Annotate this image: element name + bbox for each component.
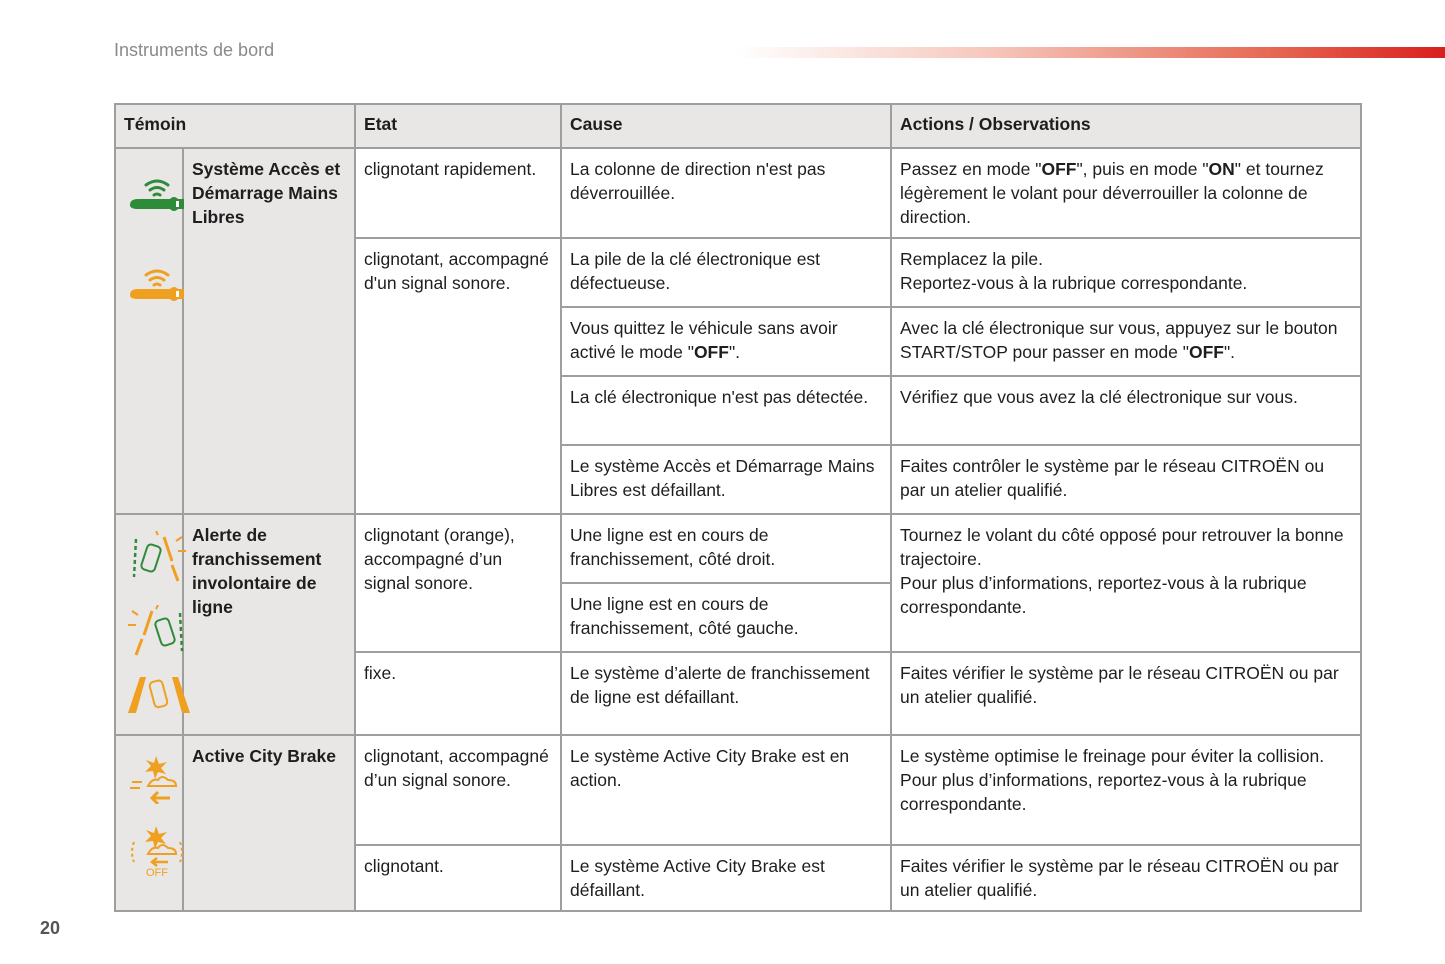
active-city-brake-off-icon bbox=[126, 822, 188, 878]
actions-cell: Faites vérifier le système par le réseau CITROËN ou par un atelier qualifié. bbox=[891, 652, 1361, 735]
keyless-icons-cell bbox=[115, 148, 183, 514]
system-label-lane: Alerte de franchissement involontaire de ligne bbox=[183, 514, 355, 735]
etat-cell: clignotant (orange), accompagné d’un signal sonore. bbox=[355, 514, 561, 652]
page-number: 20 bbox=[40, 918, 61, 938]
system-label-keyless: Système Accès et Démarrage Mains Libres bbox=[183, 148, 355, 514]
cause-cell: Le système Active City Brake est défaillant. bbox=[561, 845, 891, 911]
etat-cell: fixe. bbox=[355, 652, 561, 735]
actions-cell: Le système optimise le freinage pour éviter la collision. Pour plus d’informations, reportez-vous à la rubrique correspondante. bbox=[891, 735, 1361, 845]
actions-cell: Faites vérifier le système par le réseau CITROËN ou par un atelier qualifié. bbox=[891, 845, 1361, 911]
table-row bbox=[115, 148, 1361, 238]
svg-text:OFF: OFF bbox=[146, 867, 168, 878]
table-row bbox=[115, 514, 1361, 583]
cause-cell: Le système d’alerte de franchissement de ligne est défaillant. bbox=[561, 652, 891, 735]
cause-cell: Le système Accès et Démarrage Mains Libres est défaillant. bbox=[561, 445, 891, 514]
lane-departure-left-icon bbox=[126, 605, 188, 659]
etat-cell: clignotant. bbox=[355, 845, 561, 911]
page-title: Instruments de bord bbox=[114, 40, 275, 60]
table-header-row bbox=[115, 104, 1361, 148]
header-temoin: Témoin bbox=[115, 104, 355, 148]
keyless-start-orange-icon bbox=[126, 265, 188, 305]
actions-cell: Faites contrôler le système par le réseau CITROËN ou par un atelier qualifié. bbox=[891, 445, 1361, 514]
cause-cell: La colonne de direction n'est pas déverrouillée. bbox=[561, 148, 891, 238]
etat-cell: clignotant rapidement. bbox=[355, 148, 561, 238]
header-etat: Etat bbox=[355, 104, 561, 148]
cause-cell: La pile de la clé électronique est défectueuse. bbox=[561, 238, 891, 307]
header-accent-bar bbox=[735, 47, 1445, 58]
table-row bbox=[115, 735, 1361, 845]
warning-lights-table bbox=[114, 103, 1362, 912]
actions-cell: Vérifiez que vous avez la clé électronique sur vous. bbox=[891, 376, 1361, 445]
lane-icons-cell bbox=[115, 514, 183, 735]
etat-cell: clignotant, accompagné d'un signal sonore. bbox=[355, 238, 561, 514]
cause-cell: Une ligne est en cours de franchissement, côté gauche. bbox=[561, 583, 891, 652]
cause-cell: Une ligne est en cours de franchissement, côté droit. bbox=[561, 514, 891, 583]
actions-cell: Tournez le volant du côté opposé pour retrouver la bonne trajectoire. Pour plus d’informations, reportez-vous à la rubrique correspondante. bbox=[891, 514, 1361, 652]
etat-cell: clignotant, accompagné d’un signal sonore. bbox=[355, 735, 561, 845]
cause-cell: La clé électronique n'est pas détectée. bbox=[561, 376, 891, 445]
header-cause: Cause bbox=[561, 104, 891, 148]
keyless-start-green-icon bbox=[126, 175, 188, 215]
cause-cell: Vous quittez le véhicule sans avoir activé le mode "OFF". bbox=[561, 307, 891, 376]
actions-cell: Remplacez la pile. Reportez-vous à la rubrique correspondante. bbox=[891, 238, 1361, 307]
header-actions: Actions / Observations bbox=[891, 104, 1361, 148]
lane-departure-right-icon bbox=[126, 531, 188, 585]
actions-cell: Passez en mode "OFF", puis en mode "ON" et tournez légèrement le volant pour déverrouiller la colonne de direction. bbox=[891, 148, 1361, 238]
acb-icons-cell bbox=[115, 735, 183, 911]
system-label-acb: Active City Brake bbox=[183, 735, 355, 911]
actions-cell: Avec la clé électronique sur vous, appuyez sur le bouton START/STOP pour passer en mode "OFF". bbox=[891, 307, 1361, 376]
cause-cell: Le système Active City Brake est en action. bbox=[561, 735, 891, 845]
lane-departure-fault-icon bbox=[126, 675, 192, 715]
active-city-brake-icon bbox=[126, 752, 188, 804]
